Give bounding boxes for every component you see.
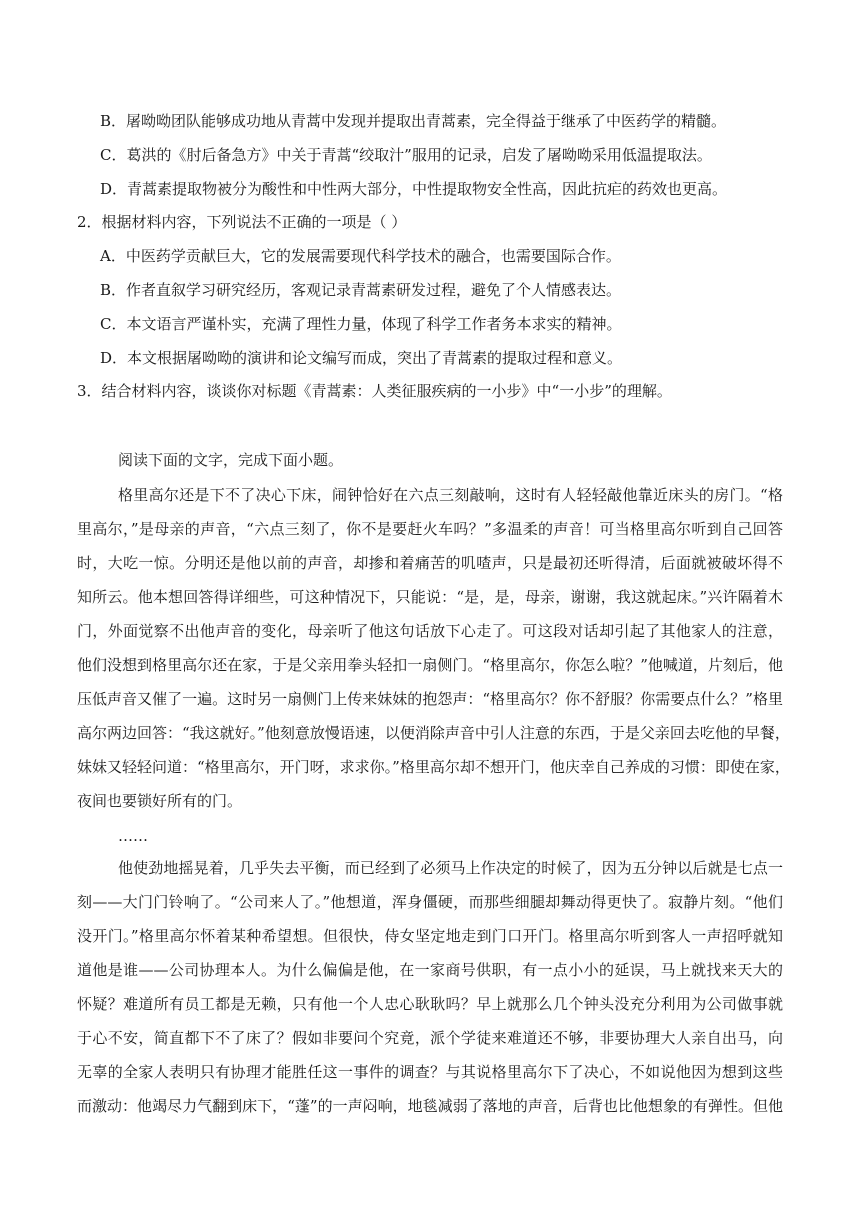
paragraph2-line: 无辜的全家人表明只有协理才能胜任这一事件的调查？与其说格里高尔下了决心，不如说他因为想到这些 [77, 1063, 783, 1081]
paragraph2-line: 于心不安，简直都下不了床了？假如非要问个究竟，派个学徒来难道还不够，非要协理大人亲自出马，向 [77, 1029, 783, 1047]
paragraph2-line: 刻——大门门铃响了。“公司来人了。”他想道，浑身僵硬，而那些细腿却舞动得更快了。寂静片刻。“他们 [77, 893, 783, 911]
paragraph1-line: 格里高尔还是下不了决心下床，闹钟恰好在六点三刻敲响，这时有人轻轻敲他靠近床头的房门。“格 [118, 486, 783, 504]
paragraph1-line: 时，大吃一惊。分明还是他以前的声音，却掺和着痛苦的叽喳声，只是最初还听得清，后面就被破坏得不 [77, 554, 783, 572]
paragraph2-line: 他使劲地摇晃着，几乎失去平衡，而已经到了必须马上作决定的时候了，因为五分钟以后就是七点一 [118, 859, 783, 877]
q2-option-d: D．本文根据屠呦呦的演讲和论文编写而成，突出了青蒿素的提取过程和意义。 [100, 349, 623, 367]
paragraph2-line: 道他是谁——公司协理本人。为什么偏偏是他，在一家商号供职，有一点小小的延误，马上就找来天大的 [77, 961, 783, 979]
paragraph1-line: 里高尔，”是母亲的声音，“六点三刻了，你不是要赶火车吗？”多温柔的声音！可当格里高尔听到自己回答 [77, 520, 783, 538]
paragraph1-line: 门，外面觉察不出他声音的变化，母亲听了他这句话放下心走了。可这段对话却引起了其他家人的注意， [77, 622, 783, 640]
paragraph2-line: 怀疑？难道所有员工都是无赖，只有他一个人忠心耿耿吗？早上就那么几个钟头没充分利用为公司做事就 [77, 995, 783, 1013]
q2-option-c: C．本文语言严谨朴实，充满了理性力量，体现了科学工作者务本求实的精神。 [100, 315, 622, 333]
paragraph1-line: 高尔两边回答：“我这就好。”他刻意放慢语速，以便消除声音中引人注意的东西，于是父亲回去吃他的早餐， [77, 724, 790, 742]
paragraph2-line: 而激动：他竭尽力气翻到床下，“蓬”的一声闷响，地毯减弱了落地的声音，后背也比他想象的有弹性。但他 [77, 1097, 783, 1115]
q3-stem: 3．结合材料内容，谈谈你对标题《青蒿素：人类征服疾病的一小步》中“一小步”的理解。 [77, 382, 672, 400]
paragraph1-line: 他们没想到格里高尔还在家，于是父亲用拳头轻扣一扇侧门。“格里高尔，你怎么啦？”他喊道，片刻后，他 [77, 656, 783, 674]
paragraph2-line: 没开门。”格里高尔怀着某种希望想。但很快，侍女坚定地走到门口开门。格里高尔听到客人一声招呼就知 [77, 927, 783, 945]
q1-option-d: D．青蒿素提取物被分为酸性和中性两大部分，中性提取物安全性高，因此抗疟的药效也更高。 [100, 180, 728, 198]
paragraph1-line: 妹妹又轻轻问道：“格里高尔，开门呀，求求你。”格里高尔却不想开门，他庆幸自己养成的习惯：即使在家， [77, 758, 790, 776]
paragraph1-line: 知所云。他本想回答得详细些，可这种情况下，只能说：“是，是，母亲，谢谢，我这就起床。”兴许隔着木 [77, 588, 783, 606]
q1-option-c: C．葛洪的《肘后备急方》中关于青蒿“绞取汁”服用的记录，启发了屠呦呦采用低温提取法。 [100, 146, 712, 164]
paragraph1-line: 压低声音又催了一遍。这时另一扇侧门上传来妹妹的抱怨声：“格里高尔？你不舒服？你需要点什么？”格里 [77, 690, 783, 708]
paragraph1-line: 夜间也要锁好所有的门。 [77, 792, 243, 810]
q2-option-b: B．作者直叙学习研究经历，客观记录青蒿素研发过程，避免了个人情感表达。 [100, 281, 622, 299]
q1-option-b: B．屠呦呦团队能够成功地从青蒿中发现并提取出青蒿素，完全得益于继承了中医药学的精髓。 [100, 112, 727, 130]
ellipsis: …… [118, 827, 148, 845]
q2-option-a: A．中医药学贡献巨大，它的发展需要现代科学技术的融合，也需要国际合作。 [100, 247, 621, 265]
q2-stem: 2．根据材料内容，下列说法不正确的一项是（ ） [77, 213, 407, 231]
reading-instruction: 阅读下面的文字，完成下面小题。 [118, 451, 344, 469]
